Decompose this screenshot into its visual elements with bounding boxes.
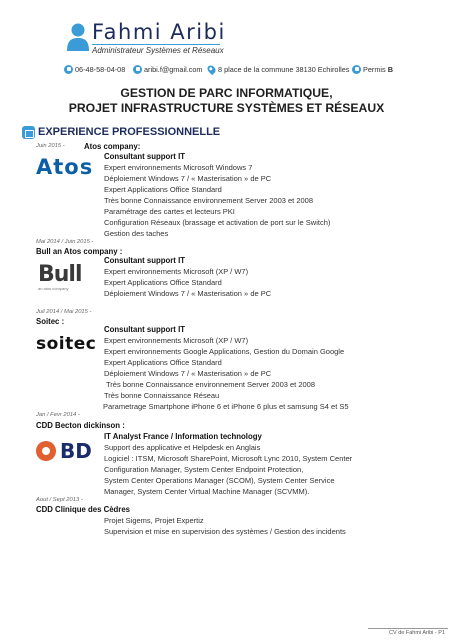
job-task: Logiciel : ITSM, Microsoft SharePoint, Microsoft Lync 2010, System Center [104,454,353,463]
contact-address [208,63,349,75]
job-task: Déploiement Windows 7 / « Masterisation » de PC [104,289,272,298]
job-date: Juil 2014 / Mai 2015 - [36,309,92,315]
user-icon [66,22,90,52]
job-role: Consultant support IT [104,256,185,265]
job-task: Parametrage Smartphone iPhone 6 et iPhone 6 plus et samsung S4 et S5 [103,402,349,411]
address-text: 8 place de la commune 38130 Echirolles [218,64,350,74]
doc-title-line2: PROJET INFRASTRUCTURE SYSTÈMES ET RÉSEAUX [68,101,385,115]
job-company: CDD Clinique des Cèdres [36,505,131,514]
bull-logo-word: Bull [38,262,82,287]
job-company: Bull an Atos company : [36,247,123,256]
section-title: EXPERIENCE PROFESSIONNELLE [38,126,221,138]
job-task: Expert Applications Office Standard [104,278,222,287]
job-date: Jan / Fevr 2014 - [36,412,80,418]
job-task: Expert Applications Office Standard [104,185,222,194]
phone-text: 06-48-58-04-08 [75,64,126,74]
bd-logo [36,439,92,463]
job-task: Manager, System Center Virtual Machine Manager (SCVMM). [104,487,310,496]
job-date: Mai 2014 / Juin 2015 - [36,239,94,245]
bd-logo-mark [36,441,56,461]
email-icon [133,65,142,74]
email-text[interactable]: aribi.f@gmail.com [144,64,203,74]
permit-value: B [387,64,394,74]
job-task: Projet Sigems, Projet Expertiz [104,516,204,525]
phone-icon [64,65,73,74]
job-task: System Center Operations Manager (SCOM), System Center Service [104,476,335,485]
soitec-logo: soitec [36,334,97,354]
job-task: Paramétrage des cartes et lecteurs PKI [104,207,235,216]
permit-label: Permis [363,64,386,74]
candidate-name: Fahmi Aribi [92,20,226,44]
doc-title-line1: GESTION DE PARC INFORMATIQUE, [120,86,333,100]
job-role: IT Analyst France / Information technology [104,432,262,441]
job-task: Expert environnements Microsoft Windows 7 [104,163,253,172]
job-task: Supervision et mise en supervision des systèmes / Gestion des incidents [104,527,346,536]
candidate-subtitle: Administrateur Systèmes et Réseaux [92,46,224,55]
job-task: Gestion des taches [104,229,169,238]
job-task: Très bonne Connaissance environnement Server 2003 et 2008 [104,196,314,205]
car-icon [352,65,361,74]
atos-logo: Atos [36,155,94,179]
footer-divider [368,628,448,629]
job-task: Expert environnements Google Applications, Gestion du Domain Google [104,347,345,356]
bull-logo-sub: an atos company [38,286,69,291]
job-task: Déploiement Windows 7 / « Masterisation » de PC [104,369,272,378]
job-task: Expert environnements Microsoft (XP / W7) [104,336,249,345]
job-role: Consultant support IT [104,325,185,334]
job-role: Consultant support IT [104,152,185,161]
contact-permit [352,63,393,75]
contact-email[interactable] [133,63,203,75]
briefcase-icon [22,126,35,139]
location-icon [206,63,217,74]
job-task: Expert environnements Microsoft (XP / W7) [104,267,249,276]
bd-logo-word: BD [60,439,92,463]
job-task: Très bonne Connaissance Réseau [104,391,220,400]
job-task: Déploiement Windows 7 / « Masterisation » de PC [104,174,272,183]
contact-line [0,63,453,75]
job-task: Expert Applications Office Standard [104,358,222,367]
page-footer: CV de Fahmi Aribi - P1 [389,630,445,636]
job-date: Aout / Sept 2013 - [36,497,83,503]
job-date: Juin 2015 - [36,143,65,149]
job-company: CDD Becton dickinson : [36,421,125,430]
job-task: Configuration Réseaux (brassage et activation de port sur le Switch) [104,218,331,227]
header-underline [92,44,220,45]
bull-logo [38,264,82,291]
job-task: Support des applicative et Helpdesk en Anglais [104,443,261,452]
job-company: Atos company: [84,142,141,151]
job-task: Très bonne Connaissance environnement Server 2003 et 2008 [106,380,316,389]
contact-phone [64,63,125,75]
job-task: Configuration Manager, System Center Endpoint Protection, [104,465,304,474]
job-company: Soitec : [36,317,65,326]
